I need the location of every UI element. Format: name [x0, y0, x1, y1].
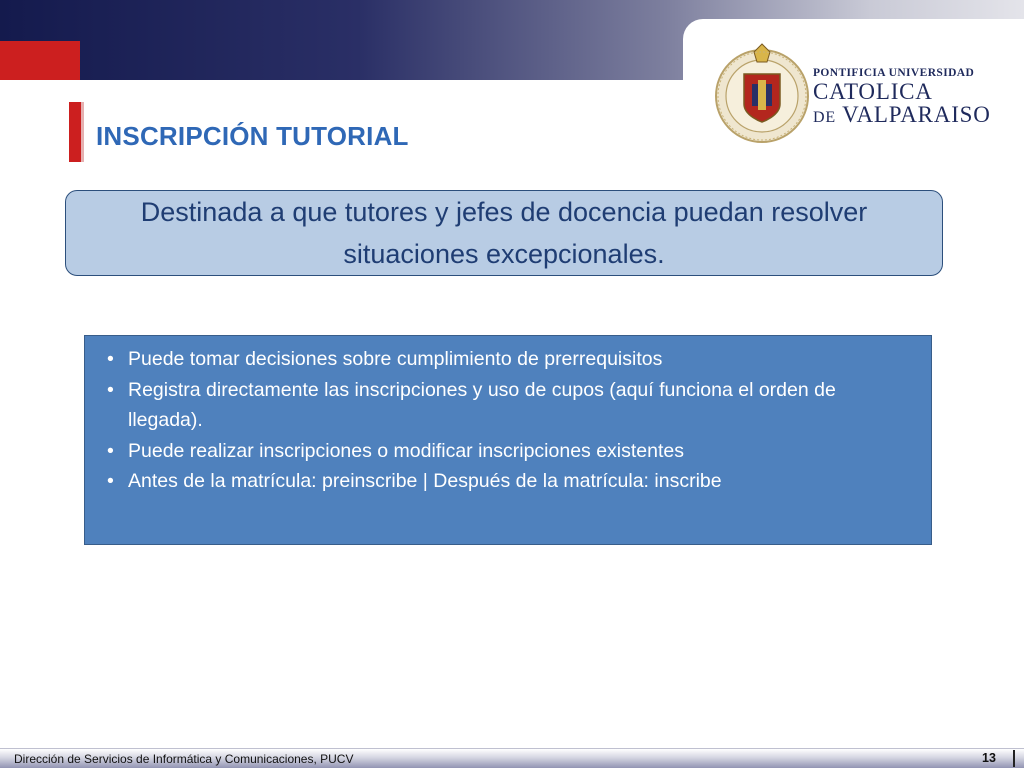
logo-line-1: PONTIFICIA UNIVERSIDAD: [813, 67, 975, 79]
page-number-divider: [1013, 750, 1015, 767]
bullet-glyph: •: [107, 378, 114, 401]
logo-line-3: [813, 103, 991, 130]
logo-line-3-prefix: DE: [813, 109, 836, 126]
bullet-text: Antes de la matrícula: preinscribe | Después de la matrícula: inscribe: [128, 470, 722, 492]
bullet-text: Puede tomar decisiones sobre cumplimiento de prerrequisitos: [128, 348, 663, 370]
page-number: 13: [982, 751, 996, 765]
slide-title: INSCRIPCIÓN TUTORIAL: [96, 121, 409, 151]
bullet-glyph: •: [107, 439, 114, 462]
callout-box: [65, 190, 943, 276]
bullet-item: [107, 466, 881, 497]
title-accent-bar: [69, 102, 81, 162]
bullet-item: [107, 436, 881, 467]
bullet-text: Puede realizar inscripciones o modificar inscripciones existentes: [128, 439, 685, 462]
footer-text: Dirección de Servicios de Informática y Comunicaciones, PUCV: [14, 752, 354, 766]
bullet-glyph: •: [107, 348, 114, 370]
logo-line-2: CATOLICA: [813, 79, 933, 104]
bullet-item: [107, 375, 881, 436]
bullet-item: [107, 344, 881, 375]
university-logo: [813, 66, 991, 130]
footer-bar: [0, 748, 1024, 768]
bullet-box: [84, 335, 932, 545]
callout-text: Destinada a que tutores y jefes de docencia puedan resolver situaciones excepcionales.: [140, 197, 868, 269]
bullet-text: Registra directamente las inscripciones y uso de cupos (aquí funciona el orden de llegada).: [128, 378, 836, 431]
header-red-accent: [0, 41, 80, 80]
university-seal-icon: [714, 40, 810, 144]
bullet-list: [107, 344, 881, 497]
logo-line-3-rest: VALPARAISO: [842, 102, 991, 127]
bullet-glyph: •: [107, 470, 114, 492]
